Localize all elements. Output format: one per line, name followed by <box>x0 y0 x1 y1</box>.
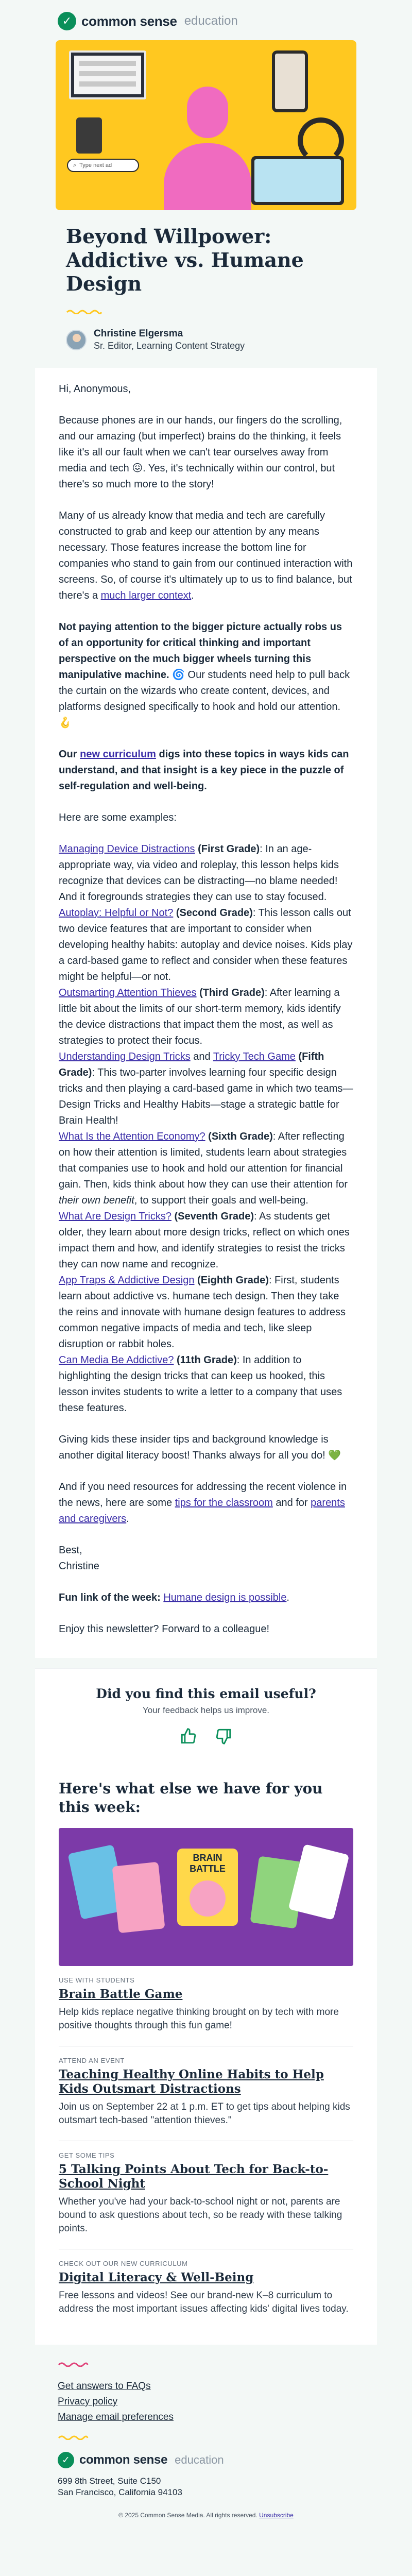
brand-header <box>35 0 377 33</box>
resource-tag: USE WITH STUDENTS <box>59 1976 135 1984</box>
paragraph-1: Because phones are in our hands, our fingers do the scrolling, and our amazing (but imperfect) brains do the thinking, it feels like it's all our fault when we can't tear ourselves away from media and tech 😖. Yes, it's technically within our control, but there's so much more to the story! <box>59 415 342 490</box>
author-name: Christine Elgersma <box>94 328 183 339</box>
resource-title-link[interactable]: Teaching Healthy Online Habits to Help Kids Outsmart Distractions <box>59 2067 324 2096</box>
paragraph-6: Giving kids these insider tips and background knowledge is another digital literacy boost! Thanks always for all you do! 💚 <box>59 1434 341 1461</box>
fun-link-line: Fun link of the week: Humane design is possible. <box>59 1592 289 1603</box>
paragraph-4: Our new curriculum digs into these topics in ways kids can understand, and that insight is a key piece in the puzzle of self-regulation and well-being. <box>59 749 349 792</box>
resource-item <box>59 1966 353 2046</box>
article-header <box>35 210 377 368</box>
more-resources-section <box>35 1765 377 2345</box>
example-item: Autoplay: Helpful or Not? (Second Grade): This lesson calls out two device features that are important to consider when developing healthy habits: autoplay and device noises. Kids play a card-based game to reflect and consider when these features might be helpful—or not. <box>59 907 353 982</box>
parents-caregivers-link[interactable]: parents and caregivers <box>59 1497 345 1524</box>
unsubscribe-link[interactable]: Unsubscribe <box>259 2512 294 2519</box>
squiggle-divider-icon <box>58 2362 89 2367</box>
lesson-link[interactable]: Autoplay: Helpful or Not? <box>59 907 174 919</box>
resource-tag: CHECK OUT OUR NEW CURRICULUM <box>59 2260 188 2267</box>
brain-battle-badge: BRAIN BATTLE <box>177 1849 238 1926</box>
resource-description: Help kids replace negative thinking brought on by tech with more positive thoughts through this fun game! <box>59 2007 339 2031</box>
forward-line: Enjoy this newsletter? Forward to a colleague! <box>59 1623 270 1635</box>
lesson-link[interactable]: What Is the Attention Economy? <box>59 1131 205 1142</box>
brand-sub: education <box>184 14 238 28</box>
example-item: Managing Device Distractions (First Grade): In an age-appropriate way, via video and roleplay, this lesson helps kids recognize that devices can be distracting—no blame needed! And it foregrounds strategies they can use to stay focused. <box>59 843 339 903</box>
lesson-link[interactable]: Outsmarting Attention Thieves <box>59 987 197 998</box>
footer-brand-name: common sense <box>79 2453 168 2467</box>
feedback-title: Did you find this email useful? <box>96 1686 316 1701</box>
thumbs-up-icon[interactable] <box>178 1726 199 1747</box>
footer-brand-sub: education <box>175 2453 224 2466</box>
squiggle-divider-icon <box>66 309 102 314</box>
smartphone-illustration <box>272 50 308 112</box>
lesson-link[interactable]: Understanding Design Tricks <box>59 1051 191 1062</box>
tablet-illustration <box>251 156 344 205</box>
newsletter-body-card <box>35 368 377 1658</box>
lesson-link[interactable]: Can Media Be Addictive? <box>59 1354 174 1366</box>
example-item: What Is the Attention Economy? (Sixth Grade): After reflecting on how their attention is limited, students learn about strategies that companies use to hook and hold our attention for financial gain. Then, kids think about how they can use their attention for their own benefit, to support their goals and well-being. <box>59 1131 348 1206</box>
email-preferences-link[interactable]: Manage email preferences <box>58 2412 174 2422</box>
resource-tag: ATTEND AN EVENT <box>59 2057 125 2064</box>
copyright-line: © 2025 Common Sense Media. All rights reserved. Unsubscribe <box>118 2512 294 2519</box>
resource-item <box>59 2249 353 2329</box>
resource-title-link[interactable]: 5 Talking Points About Tech for Back-to-School Night <box>59 2162 329 2191</box>
phone-illustration <box>76 117 102 154</box>
search-placeholder: Type next ad <box>79 162 112 168</box>
squiggle-divider-icon <box>58 2435 89 2440</box>
brain-battle-image[interactable] <box>59 1828 353 1966</box>
resource-item <box>59 2141 353 2249</box>
more-title: Here's what else we have for you this week: <box>59 1780 323 1816</box>
resource-tag: GET SOME TIPS <box>59 2151 115 2159</box>
lesson-link[interactable]: Managing Device Distractions <box>59 843 195 855</box>
fun-link[interactable]: Humane design is possible <box>163 1592 287 1603</box>
resource-description: Join us on September 22 at 1 p.m. ET to get tips about helping kids outsmart tech-based "attention thieves." <box>59 2102 350 2126</box>
newsletter-content <box>35 368 377 1658</box>
bold-statement: Not paying attention to the bigger picture actually robs us of an opportunity for critical thinking and important perspective on the much bigger wheels turning this manipulative machine. <box>59 621 342 681</box>
example-item: Can Media Be Addictive? (11th Grade): In addition to highlighting the design tricks that can keep us hooked, this lesson invites students to write a letter to a company that uses these features. <box>59 1354 342 1414</box>
examples-intro: Here are some examples: <box>59 812 177 823</box>
paragraph-3: Not paying attention to the bigger picture actually robs us of an opportunity for critical thinking and important perspective on the much bigger wheels turning this manipulative machine. 🌀 Our students need help to pull back the curtain on the wizards who create content, devices, and platforms designed specifically to hook and hold our attention. 🪝 <box>59 621 350 728</box>
signoff: Best, Christine <box>59 1545 99 1572</box>
address-line-2: San Francisco, California 94103 <box>58 2487 182 2497</box>
larger-context-link[interactable]: much larger context <box>100 590 192 601</box>
article-title: Beyond Willpower: Addictive vs. Humane Design <box>66 225 304 295</box>
footer <box>35 2345 377 2529</box>
resource-item <box>59 2046 353 2141</box>
footer-brand <box>58 2452 354 2468</box>
footer-links <box>58 2379 354 2425</box>
resource-description: Free lessons and videos! See our brand-new K–8 curriculum to address the most important issues affecting kids' digital lives today. <box>59 2290 349 2314</box>
lesson-link-2[interactable]: Tricky Tech Game <box>213 1051 296 1062</box>
greeting: Hi, Anonymous, <box>59 383 131 395</box>
faq-link[interactable]: Get answers to FAQs <box>58 2381 151 2392</box>
search-bar-illustration <box>67 159 139 172</box>
brand-name: common sense <box>81 13 177 29</box>
example-item: App Traps & Addictive Design (Eighth Grade): First, students learn about addictive vs. humane tech design. Then they take the reins and innovate with humane design features to address common negative impacts of media and tech, like sleep disruption or rabbit holes. <box>59 1275 346 1350</box>
classroom-tips-link[interactable]: tips for the classroom <box>175 1497 273 1509</box>
author-avatar <box>66 330 87 350</box>
hero-illustration <box>56 40 356 210</box>
paragraph-7: And if you need resources for addressing the recent violence in the news, here are some tips for the classroom and for parents and caregivers. <box>59 1481 347 1524</box>
example-item: Outsmarting Attention Thieves (Third Grade): After learning a little bit about the limits of our short-term memory, kids identify the device distractions that impact them the most, as well as strategies to protect their focus. <box>59 987 341 1046</box>
privacy-policy-link[interactable]: Privacy policy <box>58 2396 118 2407</box>
check-circle-icon: ✓ <box>58 2452 74 2468</box>
feedback-buttons <box>35 1726 377 1747</box>
hero-wrap <box>35 33 377 210</box>
feedback-subtitle: Your feedback helps us improve. <box>142 1705 270 1715</box>
lesson-link[interactable]: App Traps & Addictive Design <box>59 1275 195 1286</box>
lesson-link[interactable]: What Are Design Tricks? <box>59 1211 171 1222</box>
address-line-1: 699 8th Street, Suite C150 <box>58 2476 161 2486</box>
example-item: What Are Design Tricks? (Seventh Grade): As students get older, they learn about more design tricks, reflect on which ones impact them and how, and identify strategies to resist the tricks they can now name and recognize. <box>59 1211 350 1270</box>
author-role: Sr. Editor, Learning Content Strategy <box>94 341 245 351</box>
thumbs-down-icon[interactable] <box>213 1726 234 1747</box>
feedback-section <box>35 1668 377 1765</box>
example-item: Understanding Design Tricks and Tricky Tech Game (Fifth Grade): This two-parter involves learning four specific design tricks and then playing a card-based game in which two teams—Design Tricks and Healthy Habits—stage a strategic battle for Brain Health! <box>59 1051 353 1126</box>
brain-icon <box>190 1880 226 1917</box>
examples-list <box>59 841 353 1416</box>
laptop-illustration <box>69 50 146 99</box>
paragraph-2: Many of us already know that media and tech are carefully constructed to grab and keep our attention by any means necessary. Those features increase the bottom line for companies who stand to gain from our continued interaction with screens. So, of course it's ultimately up to us to find balance, but there's a much larger context. <box>59 510 353 601</box>
resource-title-link[interactable]: Brain Battle Game <box>59 1987 183 2001</box>
search-icon: ⌕ <box>73 162 77 168</box>
new-curriculum-link[interactable]: new curriculum <box>80 749 156 760</box>
resource-title-link[interactable]: Digital Literacy & Well-Being <box>59 2270 254 2284</box>
author-row <box>66 328 346 351</box>
resource-description: Whether you've had your back-to-school night or not, parents are bound to ask questions about tech, so be ready with these talking points. <box>59 2196 342 2234</box>
check-circle-icon: ✓ <box>58 12 76 30</box>
person-illustration <box>164 87 251 210</box>
